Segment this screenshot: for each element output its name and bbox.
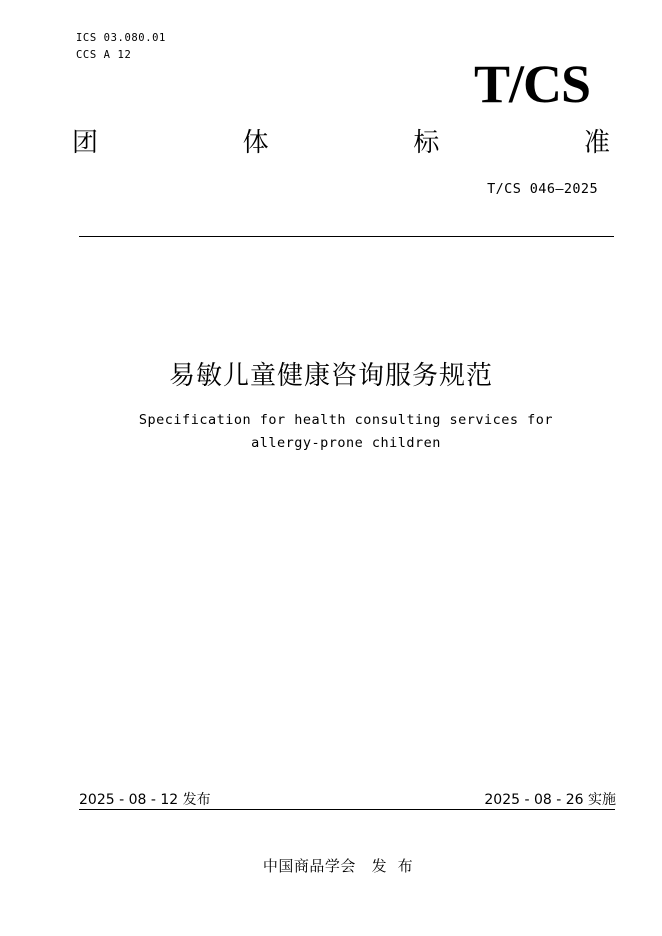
standard-type-char: 标 — [413, 128, 440, 158]
ics-code: ICS 03.080.01 — [76, 32, 166, 44]
document-title-en-line2: allergy-prone children — [251, 435, 441, 451]
standard-number: T/CS 046—2025 — [487, 181, 598, 197]
standard-type-heading — [72, 128, 610, 158]
publisher: 中国商品学会 发 布 — [262, 857, 414, 875]
standard-type-char: 体 — [242, 128, 269, 158]
footer-divider — [79, 809, 615, 810]
ccs-code: CCS A 12 — [76, 49, 132, 61]
standard-type-char: 团 — [72, 128, 99, 158]
header-divider — [79, 236, 614, 237]
standard-type-char: 准 — [583, 128, 610, 158]
implementation-date: 2025 - 08 - 26 实施 — [484, 792, 616, 808]
issue-date: 2025 - 08 - 12 发布 — [79, 792, 211, 808]
standard-logo: T/CS — [473, 54, 590, 114]
document-title-en-line1: Specification for health consulting services for — [138, 412, 554, 428]
document-title-zh: 易敏儿童健康咨询服务规范 — [168, 361, 493, 391]
